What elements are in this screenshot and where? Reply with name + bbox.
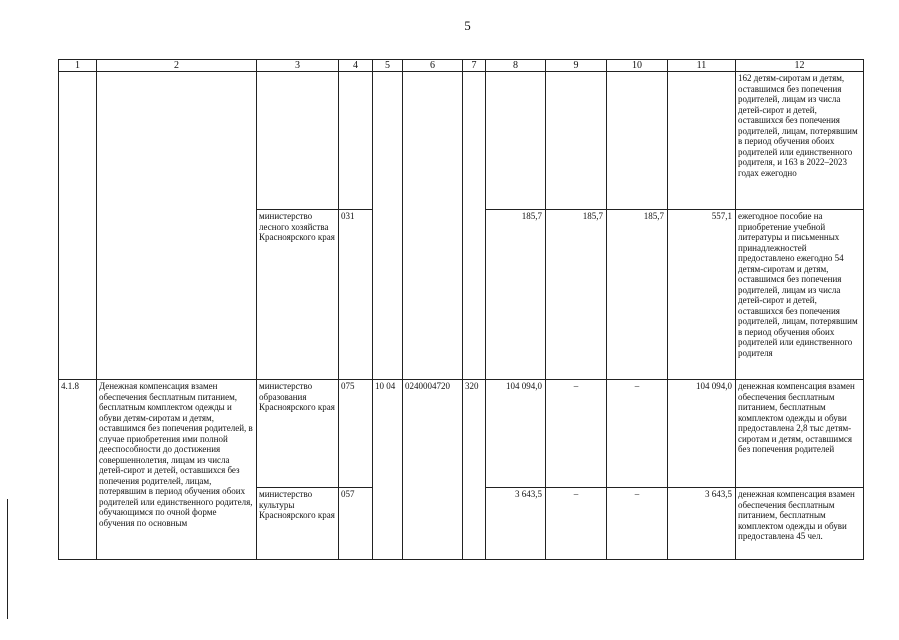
header-cell: 10 [607, 60, 668, 72]
amount-cell: – [607, 380, 668, 488]
result-cell: 162 детям-сиротам и детям, оставшимся без попечения родителей, лицам из числа детей-сирот и детей, оставшихся без попечения родителей, лицам, потерявшим в период обучения обоих родителей или единственного родителя, и 163 в 2022–2023 годах ежегодно [736, 72, 864, 210]
amount-cell: 185,7 [486, 210, 546, 380]
amount-cell: 185,7 [546, 210, 607, 380]
result-cell: денежная компенсация взамен обеспечения бесплатным питанием, бесплатным комплектом одежды и обуви предоставлена 45 чел. [736, 488, 864, 560]
amount-cell: – [546, 488, 607, 560]
page-number: 5 [464, 18, 471, 33]
rz-pr-cell: 10 04 [373, 380, 403, 560]
item-description-cell [97, 72, 257, 380]
header-cell: 9 [546, 60, 607, 72]
csr-cell [403, 72, 463, 380]
header-cell: 12 [736, 60, 864, 72]
grbs-code-cell: 031 [339, 210, 373, 380]
header-cell: 11 [668, 60, 736, 72]
grbs-code-cell [339, 72, 373, 210]
executor-cell: министерство лесного хозяйства Красноярского края [257, 210, 339, 380]
csr-cell: 0240004720 [403, 380, 463, 560]
amount-cell: – [607, 488, 668, 560]
header-cell: 2 [97, 60, 257, 72]
total-cell [668, 72, 736, 210]
amount-cell: 185,7 [607, 210, 668, 380]
total-cell: 557,1 [668, 210, 736, 380]
amount-cell [607, 72, 668, 210]
item-number-cell: 4.1.8 [59, 380, 97, 560]
header-cell: 4 [339, 60, 373, 72]
amount-cell [486, 72, 546, 210]
result-cell: денежная компенсация взамен обеспечения бесплатным питанием, бесплатным комплектом одежды и обуви предоставлена 2,8 тыс детям-сиротам и детям, оставшимся без попечения родителей [736, 380, 864, 488]
header-cell: 7 [463, 60, 486, 72]
executor-cell: министерство образования Красноярского края [257, 380, 339, 488]
header-cell: 3 [257, 60, 339, 72]
header-cell: 5 [373, 60, 403, 72]
amount-cell: – [546, 380, 607, 488]
table-row [59, 72, 864, 210]
amount-cell [546, 72, 607, 210]
total-cell: 3 643,5 [668, 488, 736, 560]
vr-cell [463, 72, 486, 380]
total-cell: 104 094,0 [668, 380, 736, 488]
budget-table [58, 59, 864, 560]
executor-cell [257, 72, 339, 210]
amount-cell: 104 094,0 [486, 380, 546, 488]
header-cell: 1 [59, 60, 97, 72]
table-row [59, 380, 864, 488]
item-number-cell [59, 72, 97, 380]
header-cell: 8 [486, 60, 546, 72]
executor-cell: министерство культуры Красноярского края [257, 488, 339, 560]
item-description-cell: Денежная компенсация взамен обеспечения бесплатным питанием, бесплатным комплектом одежды и обуви детям-сиротам и детям, оставшимся без попечения родителей, в случае приобретения ими полной дееспособности до достижения совершеннолетия, лицам из числа детей-сирот и детей, оставшихся без попечения родителей, лицам, потерявшим в период обучения обоих родителей или единственного родителя, обучающимся по очной форме обучения по основным [97, 380, 257, 560]
vr-cell: 320 [463, 380, 486, 560]
grbs-code-cell: 057 [339, 488, 373, 560]
header-row [59, 60, 864, 72]
header-cell: 6 [403, 60, 463, 72]
rz-pr-cell [373, 72, 403, 380]
scan-edge-mark [7, 499, 8, 619]
grbs-code-cell: 075 [339, 380, 373, 488]
amount-cell: 3 643,5 [486, 488, 546, 560]
result-cell: ежегодное пособие на приобретение учебной литературы и письменных принадлежностей предоставлено ежегодно 54 детям-сиротам и детям, оставшимся без попечения родителей, лицам из числа детей-сирот и детей, оставшихся без попечения родителей, лицам, потерявшим в период обучения обоих родителей или единственного родителя [736, 210, 864, 380]
